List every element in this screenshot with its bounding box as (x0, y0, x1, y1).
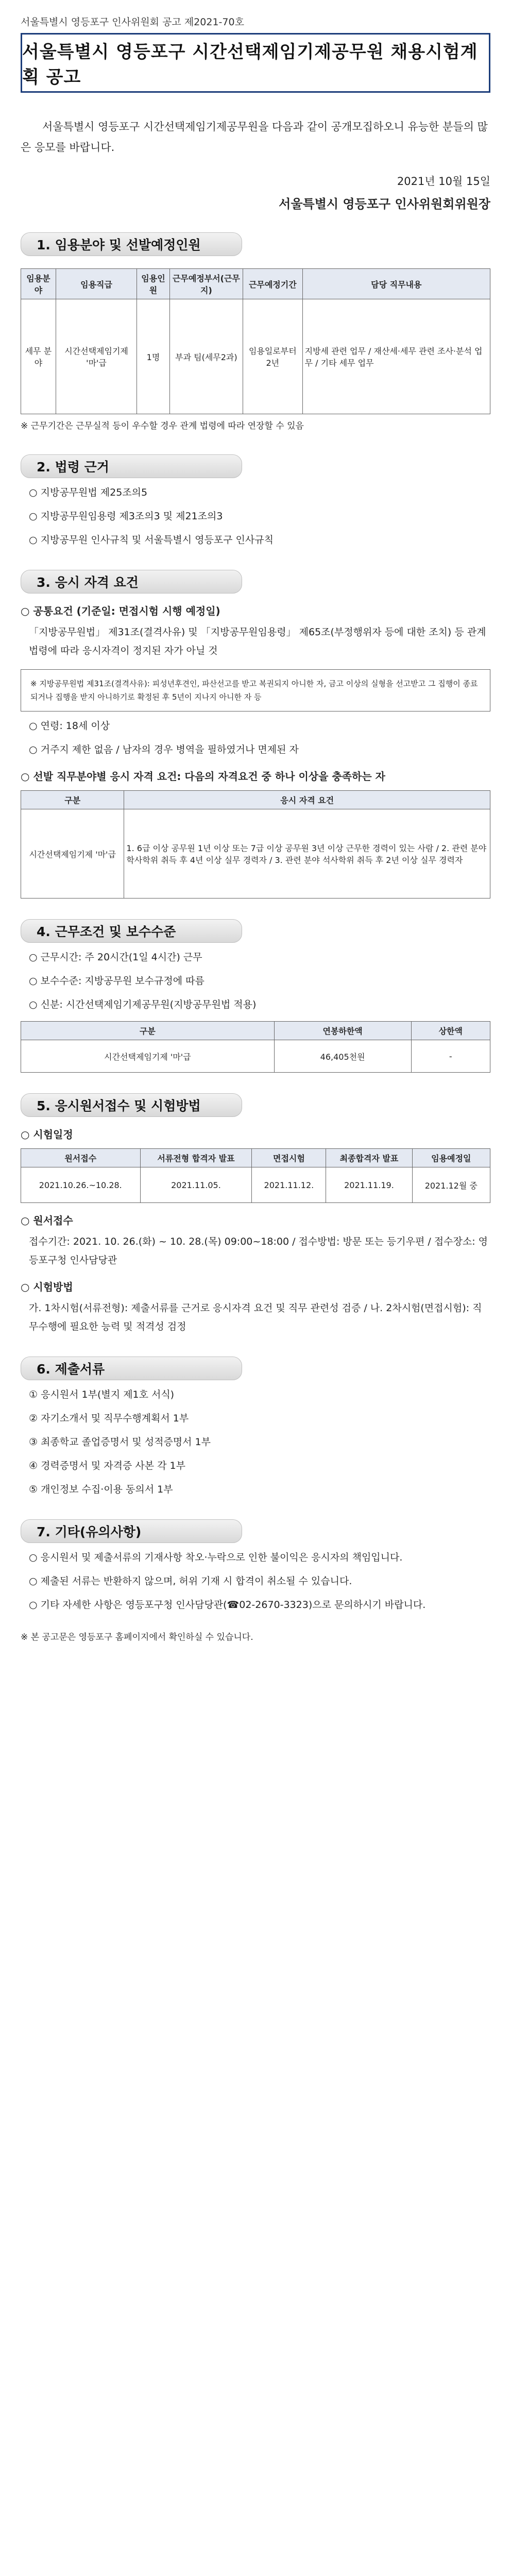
list-item: ③ 최종학교 졸업증명서 및 성적증명서 1부 (29, 1436, 211, 1448)
section-3 (21, 570, 490, 899)
table-header: 면접시험 (252, 1149, 326, 1167)
list-item: ○ 연령: 18세 이상 (29, 720, 110, 732)
notice-date: 2021년 10월 15일 (397, 175, 490, 188)
section-7 (21, 1519, 490, 1645)
table-cell: 임용일로부터 2년 (243, 299, 303, 414)
table-header: 연봉하한액 (274, 1022, 411, 1040)
section-heading: 3. 응시 자격 요건 (21, 570, 242, 594)
paragraph: 「지방공무원법」 제31조(결격사유) 및 「지방공무원임용령」 제65조(부정행위자 등에 대한 조치) 등 관계법령에 따라 응시자격이 정지된 자가 아닐 것 (29, 626, 486, 656)
section-heading: 6. 제출서류 (21, 1357, 242, 1380)
section-1 (21, 232, 490, 434)
table-cell: 2021.11.12. (252, 1167, 326, 1203)
title-box (21, 33, 490, 93)
list-item: ⑤ 개인정보 수집·이용 동의서 1부 (29, 1484, 173, 1495)
salary-table (21, 1021, 490, 1073)
table-header: 원서접수 (21, 1149, 141, 1167)
table-header: 임용분야 (21, 269, 56, 299)
list-item: ○ 근무시간: 주 20시간(1일 4시간) 근무 (29, 952, 202, 963)
info-box: ※ 지방공무원법 제31조(결격사유): 피성년후견인, 파산선고를 받고 복권되지 아니한 자, 금고 이상의 실형을 선고받고 그 집행이 종료되거나 집행을 받지 아니하기로 확정된 후 5년이 지나지 아니한 자 등 (21, 669, 490, 711)
sub-heading: ○ 시험일정 (21, 1128, 73, 1141)
section-heading: 1. 임용분야 및 선발예정인원 (21, 232, 242, 256)
list-item: ○ 응시원서 및 제출서류의 기재사항 착오·누락으로 인한 불이익은 응시자의 책임입니다. (29, 1552, 403, 1563)
section-heading: 5. 응시원서접수 및 시험방법 (21, 1093, 242, 1117)
list-item: ④ 경력증명서 및 자격증 사본 각 1부 (29, 1460, 185, 1471)
sub-heading: ○ 시험방법 (21, 1281, 73, 1293)
table-header: 서류전형 합격자 발표 (140, 1149, 252, 1167)
table-cell: 시간선택제임기제 '마'급 (56, 299, 137, 414)
list-item: ○ 보수수준: 지방공무원 보수규정에 따름 (29, 975, 205, 987)
table-row (21, 1167, 490, 1203)
list-item: ○ 신분: 시간선택제임기제공무원(지방공무원법 적용) (29, 999, 257, 1010)
table-header: 근무예정부서(근무지) (169, 269, 243, 299)
list-item: ○ 지방공무원 인사규칙 및 서울특별시 영등포구 인사규칙 (29, 534, 274, 546)
list-item: ② 자기소개서 및 직무수행계획서 1부 (29, 1413, 189, 1424)
notice-number: 서울특별시 영등포구 인사위원회 공고 제2021-70호 (21, 16, 244, 28)
table-header: 최종합격자 발표 (326, 1149, 412, 1167)
notice-title: 서울특별시 영등포구 시간선택제임기제공무원 채용시험계획 공고 (22, 42, 478, 88)
table-cell: 1명 (137, 299, 170, 414)
table-row (21, 299, 490, 414)
table-cell: 시간선택제임기제 '마'급 (21, 809, 124, 899)
table-cell: - (411, 1040, 490, 1073)
table-cell: 2021.11.19. (326, 1167, 412, 1203)
table-header: 상한액 (411, 1022, 490, 1040)
table-cell: 2021.10.26.~10.28. (21, 1167, 141, 1203)
paragraph: 가. 1차시험(서류전형): 제출서류를 근거로 응시자격 요건 및 직무 관련성 검증 / 나. 2차시험(면접시험): 직무수행에 필요한 능력 및 적격성 검정 (29, 1302, 482, 1332)
schedule-table (21, 1148, 490, 1203)
sub-heading: ○ 공통요건 (기준일: 면접시험 시행 예정일) (21, 605, 220, 617)
table-cell: 시간선택제임기제 '마'급 (21, 1040, 275, 1073)
table-header: 구분 (21, 791, 124, 809)
footer-note: ※ 본 공고문은 영등포구 홈페이지에서 확인하실 수 있습니다. (21, 1632, 253, 1642)
table-row (21, 809, 490, 899)
list-item: ○ 지방공무원임용령 제3조의3 및 제21조의3 (29, 511, 223, 522)
list-item: ○ 거주지 제한 없음 / 남자의 경우 병역을 필하였거나 면제된 자 (29, 744, 299, 755)
section-4 (21, 919, 490, 1073)
section-2 (21, 454, 490, 549)
section-6 (21, 1357, 490, 1499)
section-note: ※ 근무기간은 근무실적 등이 우수할 경우 관계 법령에 따라 연장할 수 있음 (21, 421, 304, 431)
table-cell: 세무 분야 (21, 299, 56, 414)
signer: 서울특별시 영등포구 인사위원회위원장 (279, 197, 490, 211)
list-item: ○ 지방공무원법 제25조의5 (29, 487, 148, 498)
table-header: 근무예정기간 (243, 269, 303, 299)
sub-heading: ○ 원서접수 (21, 1214, 73, 1227)
section-5 (21, 1093, 490, 1336)
table-row (21, 1040, 490, 1073)
table-header: 임용인원 (137, 269, 170, 299)
list-item: ① 응시원서 1부(별지 제1호 서식) (29, 1389, 175, 1400)
table-cell: 2021.11.05. (140, 1167, 252, 1203)
table-header: 임용직급 (56, 269, 137, 299)
table-header: 구분 (21, 1022, 275, 1040)
table-header: 임용예정일 (412, 1149, 490, 1167)
paragraph: 접수기간: 2021. 10. 26.(화) ~ 10. 28.(목) 09:00~18:00 / 접수방법: 방문 또는 등기우편 / 접수장소: 영등포구청 인사담당관 (29, 1236, 488, 1266)
section-heading: 2. 법령 근거 (21, 454, 242, 478)
section-heading: 4. 근무조건 및 보수수준 (21, 919, 242, 943)
intro-text: 서울특별시 영등포구 시간선택제임기제공무원을 다음과 같이 공개모집하오니 유능한 분들의 많은 응모를 바랍니다. (21, 121, 488, 154)
table-header: 담당 직무내용 (302, 269, 490, 299)
requirements-table (21, 790, 490, 899)
table-cell: 부과 팀(세무2과) (169, 299, 243, 414)
table-header: 응시 자격 요건 (124, 791, 490, 809)
table-cell: 지방세 관련 업무 / 재산세·세무 관련 조사·분석 업무 / 기타 세무 업무 (302, 299, 490, 414)
section-heading: 7. 기타(유의사항) (21, 1519, 242, 1543)
table-cell: 46,405천원 (274, 1040, 411, 1073)
table-cell: 2021.12월 중 (412, 1167, 490, 1203)
recruit-table (21, 268, 490, 414)
sub-heading: ○ 선발 직무분야별 응시 자격 요건: 다음의 자격요건 중 하나 이상을 충족하는 자 (21, 770, 385, 783)
table-cell: 1. 6급 이상 공무원 1년 이상 또는 7급 이상 공무원 3년 이상 근무한 경력이 있는 사람 / 2. 관련 분야 학사학위 취득 후 4년 이상 실무 경력자 / 3. 관련 분야 석사학위 취득 후 2년 이상 실무 경력자 (124, 809, 490, 899)
list-item: ○ 기타 자세한 사항은 영등포구청 인사담당관(☎02-2670-3323)으로 문의하시기 바랍니다. (29, 1599, 426, 1611)
list-item: ○ 제출된 서류는 반환하지 않으며, 허위 기재 시 합격이 취소될 수 있습니다. (29, 1575, 352, 1587)
